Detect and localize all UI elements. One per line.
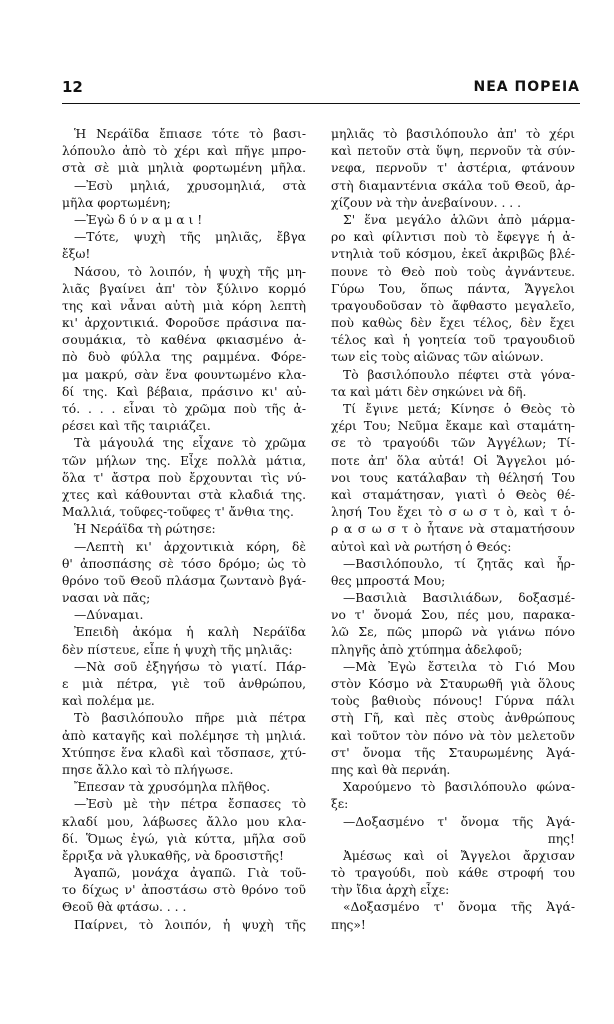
- text-line: Παίρνει, τὸ λοιπόν, ἡ ψυχὴ τῆς: [74, 917, 306, 932]
- text-line: τα καὶ μάτι δὲν σηκώνει νὰ δῆ.: [331, 384, 527, 399]
- right-text-column: [331, 126, 575, 934]
- text-line: σε τὸ τραγούδι τῶν Ἀγγέλων; Τί-: [331, 436, 575, 451]
- text-line: στ' ὄνομα τῆς Σταυρωμένης Ἀγά-: [331, 745, 575, 760]
- text-line: Χτύπησε ἕνα κλαδὶ καὶ τὄσπασε, χτύ-: [62, 745, 306, 760]
- text-line: —Τότε, ψυχὴ τῆς μηλιᾶς, ἔβγα: [74, 230, 306, 245]
- text-line: πὸ δυὸ φύλλα της ραμμένα. Φόρε-: [62, 350, 306, 365]
- text-line: της καὶ νἆναι αὐτὴ μιὰ κόρη λεπτὴ: [62, 298, 306, 313]
- text-line: πης καὶ θὰ περνάη.: [331, 762, 451, 777]
- text-line: Μαλλιά, τοῦφες-τοῦφες τ' ἄνθια της.: [62, 505, 294, 520]
- text-line: λησή Του ἔχει τὸ σ ω σ τ ὸ, καὶ τ ὁ-: [331, 505, 575, 520]
- text-line: στὰ σὲ μιὰ μηλιὰ φορτωμένη μῆλα.: [62, 161, 306, 176]
- text-line: ρο καὶ φίλντισι ποὺ τὸ ἔφεγγε ἡ ἀ-: [331, 230, 575, 245]
- header-rule: [62, 103, 580, 104]
- text-line: τῶν μήλων της. Εἶχε πολλὰ μάτια,: [62, 453, 306, 468]
- text-line: —Βασιλόπουλο, τί ζητᾶς καὶ ἦρ-: [343, 556, 575, 571]
- text-line: λιᾶς βγαίνει ἀπ' τὸν ξύλινο κορμό: [62, 281, 306, 296]
- text-line: κλαδί μου, λάβωσες ἄλλο μου κλα-: [62, 814, 306, 829]
- text-line: Ἐπειδὴ ἀκόμα ἡ καλὴ Νεράϊδα: [74, 625, 306, 640]
- text-line: νοι τους κατάλαβαν τὴ θέλησή Του: [331, 470, 575, 485]
- text-line: αὐτοὶ καὶ νὰ ρωτήση ὁ Θεός:: [331, 539, 512, 554]
- text-line: Ἔπεσαν τὰ χρυσόμηλα πλῆθος.: [74, 780, 271, 795]
- journal-title: ΝΕΑ ΠΟΡΕΙΑ: [473, 79, 580, 95]
- text-line: νασαι νὰ πᾶς;: [62, 591, 151, 606]
- text-line: Τὸ βασιλόπουλο πῆρε μιὰ πέτρα: [74, 711, 306, 726]
- text-line: —Ἐγὼ δ ύ ν α μ α ι !: [74, 212, 203, 227]
- text-line: λῶ Σε, πῶς μπορῶ νὰ γιάνω πόνο: [331, 625, 575, 640]
- text-line: Θεοῦ θὰ φτάσω. . . .: [62, 900, 187, 915]
- text-line: λόπουλο ἀπὸ τὸ χέρι καὶ πῆγε μπρο-: [62, 144, 306, 159]
- text-line: θρόνο τοῦ Θεοῦ πλάσμα ζωντανὸ βγά-: [62, 573, 306, 588]
- text-line: τραγουδοῦσαν τὸ ἄφθαστο μεγαλεῖο,: [331, 298, 575, 313]
- text-line: καὶ πολέμα με.: [62, 694, 155, 709]
- text-line: ρέσει καὶ τῆς ταιριάζει.: [62, 419, 211, 434]
- text-line: μηλιᾶς τὸ βασιλόπουλο ἀπ' τὸ χέρι: [331, 127, 575, 141]
- text-line: —Μὰ Ἐγὼ ἔστειλα τὸ Γιό Μου: [343, 659, 575, 674]
- text-line: νεφα, περνοῦν τ' ἀστέρια, φτάνουν: [331, 161, 575, 176]
- text-line: τὸ τραγούδι, ποὺ κάθε στροφή του: [331, 866, 575, 881]
- text-line: Γύρω Του, ὅπως πάντα, Ἄγγελοι: [331, 281, 575, 296]
- text-line: σουμάκια, τὸ καθένα φκιασμένο ἀ-: [62, 333, 306, 348]
- text-line: —Λεπτὴ κι' ἀρχοντικιὰ κόρη, δὲ: [74, 539, 306, 554]
- text-line: καὶ πετοῦν στὰ ὕψη, περνοῦν τὰ σύν-: [331, 144, 575, 159]
- text-line: τοὺς βαθιοὺς πόνους! Γύρνα πάλι: [331, 694, 575, 709]
- text-line: μα μακρύ, σὰν ἕνα φουντωμένο κλα-: [62, 367, 306, 382]
- text-line: ἔξω!: [62, 247, 91, 262]
- text-line: μῆλα φορτωμένη;: [62, 195, 171, 210]
- text-line: τὴν ἴδια ἀρχὴ εἶχε:: [331, 883, 450, 898]
- text-line: ἔρριξα νὰ γλυκαθῆς, νὰ δροσιστῆς!: [62, 848, 284, 863]
- text-line: των εἰς τοὺς αἰῶνας τῶν αἰώνων.: [331, 350, 544, 365]
- text-line: τό. . . . εἶναι τὸ χρῶμα ποὺ τῆς ἀ-: [62, 402, 306, 416]
- text-line: στὸν Κόσμο νὰ Σταυρωθῆ γιὰ ὅλους: [331, 677, 575, 691]
- text-line: καὶ τοῦτον τὸν πόνο νὰ τὸν μελετοῦν: [331, 728, 575, 743]
- text-line: «Δοξασμένο τ' ὄνομα τῆς Ἀγά-: [343, 900, 575, 915]
- text-line: ποὺ καθὼς δὲν ἔχει τέλος, δὲν ἔχει: [331, 316, 575, 331]
- text-line: δί. Ὅμως ἐγώ, γιὰ κύττα, μῆλα σοῦ: [62, 831, 306, 846]
- text-line: ὅλα τ' ἄστρα ποὺ ἔρχουνται τὶς νύ-: [62, 470, 306, 485]
- text-line: ντηλιὰ τοῦ κόσμου, ἐκεῖ ἀκριβῶς βλέ-: [331, 247, 575, 262]
- text-line: νο τ' ὄνομά Σου, πές μου, παρακα-: [331, 608, 575, 623]
- text-line: —Δοξασμένο τ' ὄνομα τῆς Ἀγά-: [343, 814, 575, 829]
- text-line: Ἡ Νεράϊδα ἔπιασε τότε τὸ βασι-: [74, 127, 306, 141]
- text-line: ποτε ἀπ' ὅλα αὐτά! Οἱ Ἄγγελοι μό-: [331, 453, 575, 468]
- text-line: Ἡ Νεράϊδα τὴ ρώτησε:: [74, 522, 216, 537]
- text-line: χίζουν νὰ τὴν ἀνεβαίνουν. . . .: [331, 195, 522, 210]
- text-line: Χαρούμενο τὸ βασιλόπουλο φώνα-: [343, 780, 575, 795]
- text-line: πουνε τὸ Θεὸ ποὺ τοὺς ἀγνάντευε.: [331, 264, 575, 279]
- text-line: πης!: [547, 831, 575, 846]
- text-line: —Νὰ σοῦ ἐξηγήσω τὸ γιατί. Πάρ-: [74, 659, 306, 674]
- left-text-column: [62, 126, 306, 934]
- text-line: Τὰ μάγουλά της εἶχανε τὸ χρῶμα: [74, 436, 306, 451]
- text-line: Σ' ἕνα μεγάλο ἁλῶνι ἀπὸ μάρμα-: [343, 212, 575, 227]
- text-line: ἀπὸ καταγῆς καὶ πολέμησε τὴ μηλιά.: [62, 728, 306, 743]
- text-line: ε μιὰ πέτρα, γιὲ τοῦ ἀνθρώπου,: [62, 677, 306, 691]
- text-line: ρ α σ ω σ τ ὸ ἦτανε νὰ σταματήσουν: [331, 522, 575, 537]
- text-line: —Ἐσὺ μηλιά, χρυσομηλιά, στὰ: [74, 178, 306, 193]
- text-line: χτες καὶ κάθουνται στὰ κλαδιά της.: [62, 487, 306, 502]
- text-line: χέρι Του; Νεῦμα ἔκαμε καὶ σταμάτη-: [331, 419, 575, 434]
- text-line: ξε:: [331, 797, 349, 812]
- text-line: Τὸ βασιλόπουλο πέφτει στὰ γόνα-: [343, 367, 575, 382]
- text-line: —Ἐσὺ μὲ τὴν πέτρα ἔσπασες τὸ: [74, 797, 306, 812]
- text-line: τέλος καὶ ἡ γοητεία τοῦ τραγουδιοῦ: [331, 333, 575, 348]
- text-line: δὲν πίστευε, εἶπε ἡ ψυχὴ τῆς μηλιᾶς:: [62, 642, 293, 657]
- text-line: κι' ἀρχοντικιά. Φοροῦσε πράσινα πα-: [62, 316, 306, 331]
- text-line: στὴ Γῆ, καὶ πὲς στοὺς ἀνθρώπους: [331, 711, 575, 726]
- text-line: πησε ἄλλο καὶ τὸ πλήγωσε.: [62, 762, 234, 777]
- text-line: το δίχως ν' ἀποστάσω στὸ θρόνο τοῦ: [62, 883, 306, 898]
- text-line: πης»!: [331, 917, 366, 932]
- text-line: Νάσου, τὸ λοιπόν, ἡ ψυχὴ τῆς μη-: [74, 264, 306, 279]
- text-line: Τί ἔγινε μετά; Κίνησε ὁ Θεὸς τὸ: [343, 402, 575, 416]
- text-line: —Βασιλιὰ Βασιλιάδων, δοξασμέ-: [343, 591, 575, 606]
- text-line: Ἀμέσως καὶ οἱ Ἄγγελοι ἄρχισαν: [343, 848, 575, 863]
- text-line: θες μπροστά Μου;: [331, 573, 446, 588]
- text-line: δί της. Καὶ βέβαια, πράσινο κι' αὐ-: [62, 384, 306, 399]
- text-line: στὴ διαμαντένια σκάλα τοῦ Θεοῦ, ἀρ-: [331, 178, 575, 193]
- text-line: θ' ἀποσπάσης σὲ τόσο δρόμο; ὡς τὸ: [62, 556, 306, 571]
- text-line: Ἀγαπῶ, μονάχα ἀγαπῶ. Γιὰ τοῦ-: [74, 866, 306, 881]
- text-line: πληγῆς ἀπὸ χτύπημα ἀδελφοῦ;: [331, 642, 523, 657]
- page-number: 12: [62, 78, 83, 96]
- text-line: καὶ σταμάτησαν, γιατὶ ὁ Θεὸς θέ-: [331, 487, 575, 502]
- text-line: —Δύναμαι.: [74, 608, 144, 623]
